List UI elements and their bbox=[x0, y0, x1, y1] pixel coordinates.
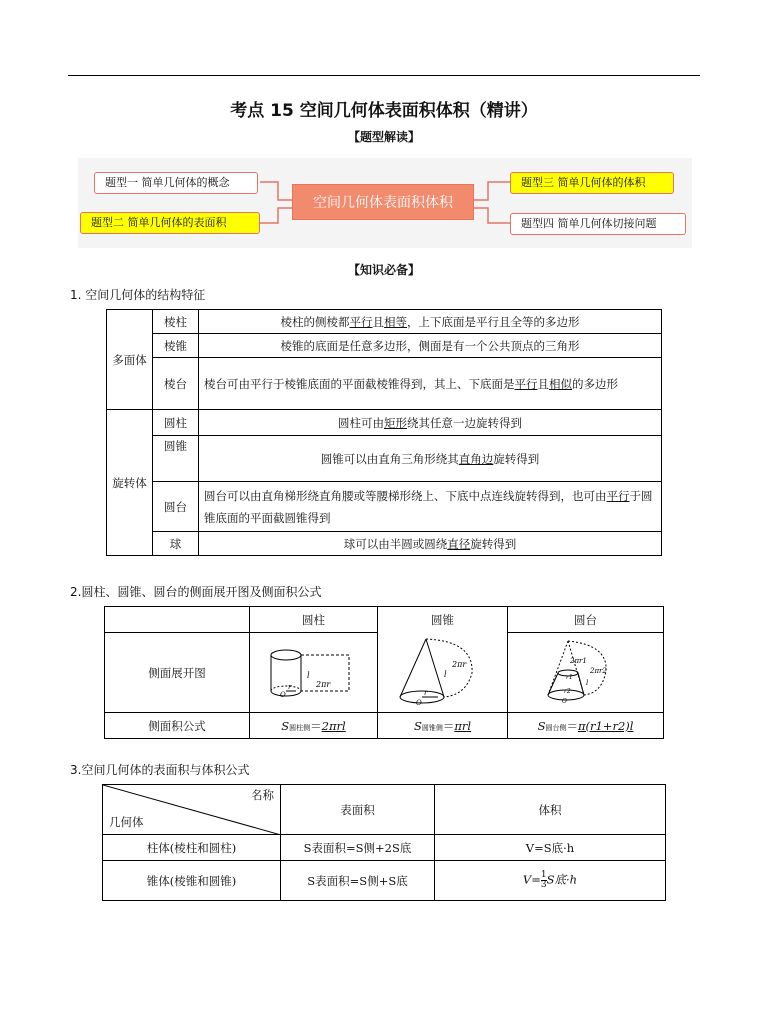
row-name-yuanzhu: 圆柱 bbox=[153, 410, 199, 436]
row-pyramid-cone: 锥体(棱锥和圆锥) bbox=[103, 861, 281, 901]
formula-frustum: S圆台侧＝π(r1+r2)l bbox=[508, 713, 664, 739]
svg-text:2πr: 2πr bbox=[452, 659, 467, 669]
svg-text:r2: r2 bbox=[564, 688, 571, 695]
cone-net-diagram bbox=[378, 633, 506, 711]
page-title: 考点 15 空间几何体表面积体积（精讲） bbox=[230, 101, 538, 121]
row-name-yuanzhui: 圆锥 bbox=[153, 436, 199, 482]
row-name-yuantai: 圆台 bbox=[153, 482, 199, 532]
formula-cone: S圆锥侧＝πrl bbox=[378, 713, 508, 739]
group-solid-of-revolution: 旋转体 bbox=[107, 410, 153, 556]
fraction-one-third: $\frac{1}{3}$ bbox=[540, 870, 547, 890]
mindmap-node-type4[interactable]: 题型四 简单几何体切接问题 bbox=[510, 213, 686, 235]
svg-text:2πr: 2πr bbox=[316, 680, 331, 689]
row-net-label: 侧面展开图 bbox=[105, 633, 250, 713]
mindmap-node-type3[interactable]: 题型三 简单几何体的体积 bbox=[510, 172, 674, 194]
group-polyhedron: 多面体 bbox=[107, 310, 153, 410]
volume-pyramid-cone: V= $\frac{1}{3}$ S底·h bbox=[435, 861, 666, 901]
cylinder-net-diagram bbox=[250, 633, 376, 711]
section-zhishi-heading: 【知识必备】 bbox=[347, 263, 420, 277]
corner-empty bbox=[105, 607, 250, 633]
part2-heading: 2.圆柱、圆锥、圆台的侧面展开图及侧面积公式 bbox=[70, 585, 322, 599]
col-surface-area: 表面积 bbox=[281, 785, 435, 835]
svg-text:r: r bbox=[424, 688, 428, 697]
col-volume: 体积 bbox=[435, 785, 666, 835]
row-prism-cylinder: 柱体(棱柱和圆柱) bbox=[103, 835, 281, 861]
col-cone: 圆锥 bbox=[378, 607, 508, 633]
cone-net-figure bbox=[378, 633, 508, 713]
svg-text:r1: r1 bbox=[566, 674, 573, 681]
row-name-lengzhui: 棱锥 bbox=[153, 334, 199, 358]
svg-text:l: l bbox=[307, 671, 310, 680]
row-text-lengzhu: 棱柱的侧棱都平行且相等，上下底面是平行且全等的多边形 bbox=[199, 310, 662, 334]
row-text-yuanzhui: 圆锥可以由直角三角形绕其直角边旋转得到 bbox=[199, 436, 662, 482]
volume-prism-cylinder: V=S底·h bbox=[435, 835, 666, 861]
row-name-lengtai: 棱台 bbox=[153, 358, 199, 410]
cylinder-net-figure bbox=[250, 633, 378, 713]
svg-text:2πr2: 2πr2 bbox=[590, 667, 607, 675]
svg-text:l: l bbox=[586, 679, 589, 687]
svg-text:r: r bbox=[288, 683, 292, 691]
svg-text:2πr1: 2πr1 bbox=[570, 657, 587, 665]
frustum-net-diagram bbox=[508, 633, 638, 711]
header-rule bbox=[68, 75, 700, 76]
svg-text:O: O bbox=[280, 691, 286, 699]
mind-map bbox=[78, 158, 692, 248]
lateral-area-table bbox=[104, 606, 664, 739]
corner-label-solid: 几何体 bbox=[109, 815, 144, 829]
svg-text:O: O bbox=[562, 698, 567, 705]
structure-table bbox=[106, 309, 662, 556]
area-pyramid-cone: S表面积=S侧+S底 bbox=[281, 861, 435, 901]
part3-heading: 3.空间几何体的表面积与体积公式 bbox=[70, 763, 250, 777]
corner-diagonal-cell bbox=[103, 785, 281, 835]
row-name-lengzhu: 棱柱 bbox=[153, 310, 199, 334]
row-formula-label: 侧面积公式 bbox=[105, 713, 250, 739]
row-name-qiu: 球 bbox=[153, 532, 199, 556]
row-text-qiu: 球可以由半圆或圆绕直径旋转得到 bbox=[199, 532, 662, 556]
col-frustum: 圆台 bbox=[508, 607, 664, 633]
surface-volume-table bbox=[102, 784, 666, 901]
area-prism-cylinder: S表面积=S侧+2S底 bbox=[281, 835, 435, 861]
mindmap-node-type1[interactable]: 题型一 简单几何体的概念 bbox=[94, 172, 258, 194]
frustum-net-figure bbox=[508, 633, 664, 713]
formula-cylinder: S圆柱侧＝2πrl bbox=[250, 713, 378, 739]
mindmap-center-node: 空间几何体表面积体积 bbox=[292, 184, 474, 220]
svg-text:l: l bbox=[444, 669, 447, 679]
col-cylinder: 圆柱 bbox=[250, 607, 378, 633]
corner-label-name: 名称 bbox=[251, 788, 274, 802]
svg-text:O: O bbox=[416, 698, 422, 707]
row-text-lengtai: 棱台可由平行于棱锥底面的平面截棱锥得到，其上、下底面是平行且相似的多边形 bbox=[199, 358, 662, 410]
part1-heading: 1. 空间几何体的结构特征 bbox=[70, 288, 206, 302]
row-text-yuantai: 圆台可以由直角梯形绕直角腰或等腰梯形绕上、下底中点连线旋转得到，也可由平行于圆锥底面的平面截圆锥得到 bbox=[199, 482, 662, 532]
row-text-yuanzhu: 圆柱可由矩形绕其任意一边旋转得到 bbox=[199, 410, 662, 436]
mindmap-node-type2[interactable]: 题型二 简单几何体的表面积 bbox=[80, 212, 260, 234]
section-tixing-heading: 【题型解读】 bbox=[347, 130, 420, 144]
row-text-lengzhui: 棱锥的底面是任意多边形，侧面是有一个公共顶点的三角形 bbox=[199, 334, 662, 358]
